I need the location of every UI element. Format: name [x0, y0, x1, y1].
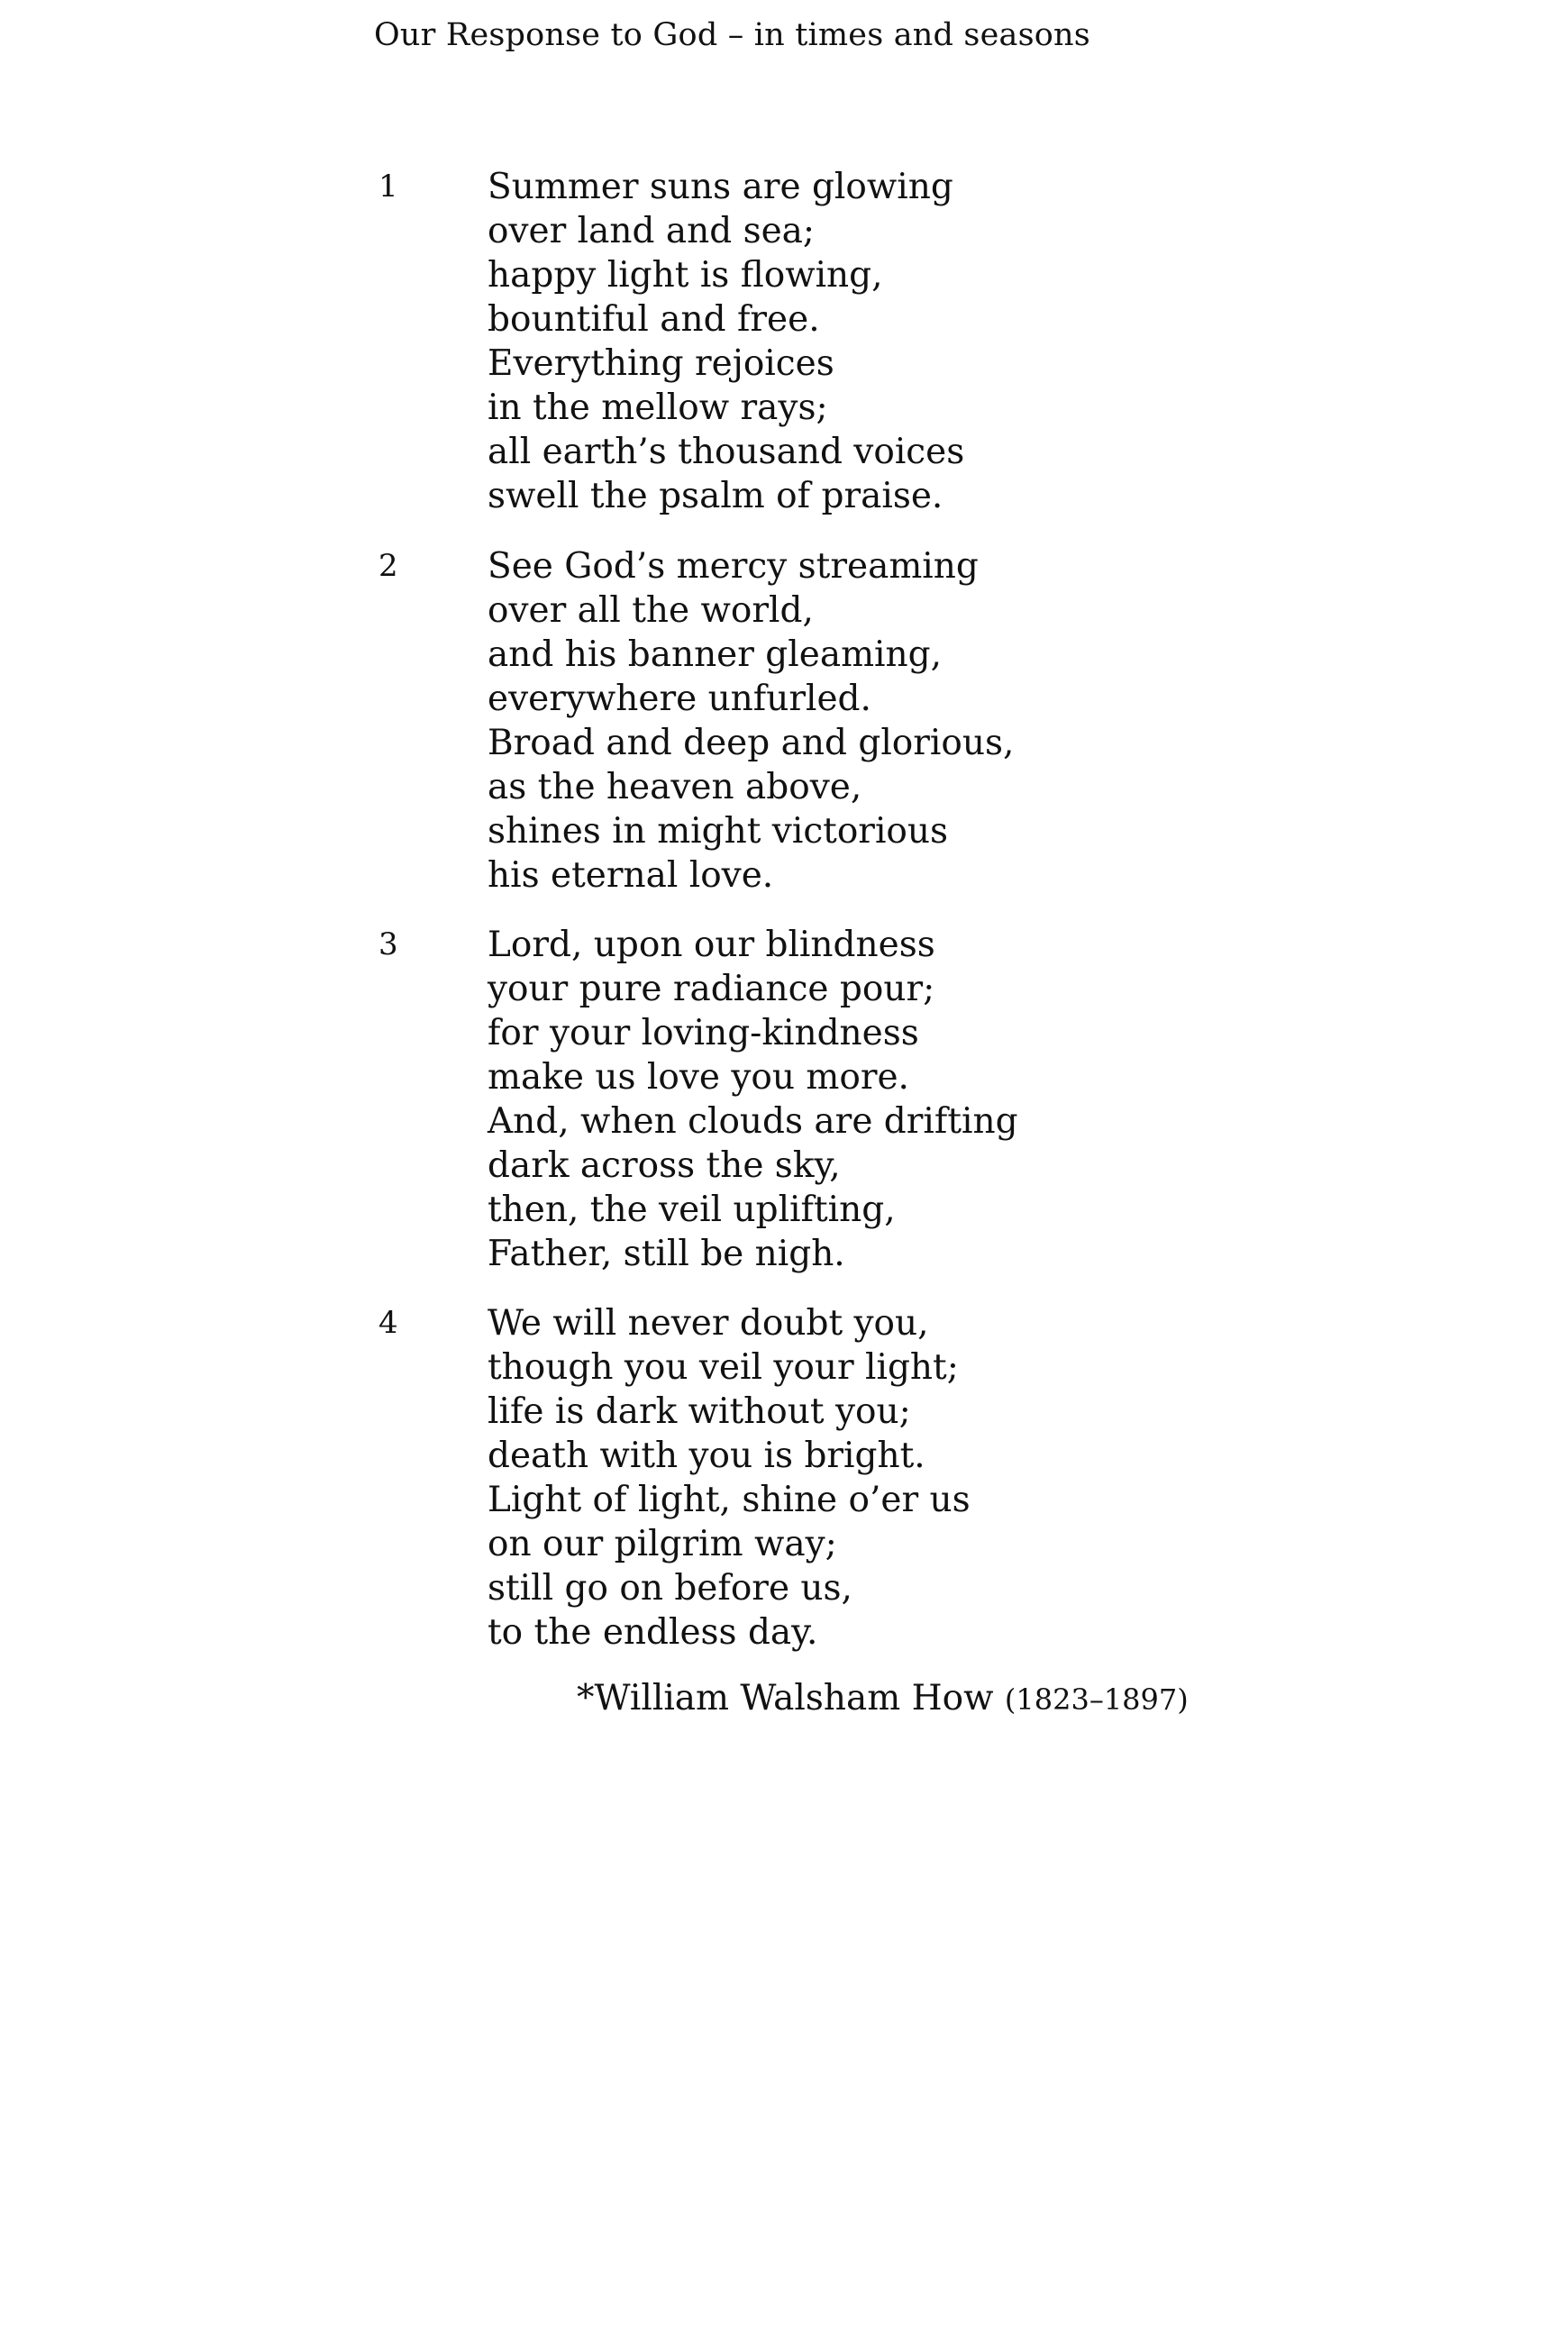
verse-number: 2 [378, 548, 398, 584]
verse-line: Everything rejoices [488, 343, 834, 384]
running-title: Our Response to God – in times and seasons [374, 17, 1090, 53]
verse-line: happy light is flowing, [488, 255, 883, 296]
author-name: *William Walsham How [577, 1678, 994, 1719]
verse-line: over land and sea; [488, 211, 816, 251]
verse-line: still go on before us, [488, 1568, 852, 1609]
verse-line: all earth’s thousand voices [488, 432, 965, 472]
verse-lines [488, 544, 1299, 898]
verse-line: then, the veil uplifting, [488, 1190, 896, 1230]
verse-number: 1 [378, 169, 398, 205]
verse-line: everywhere unfurled. [488, 679, 871, 719]
verse-lines [488, 923, 1299, 1276]
verse-line: Summer suns are glowing [488, 167, 953, 207]
verse-line: death with you is bright. [488, 1436, 925, 1476]
verse-line: And, when clouds are drifting [488, 1101, 1018, 1142]
verse-line: for your loving-kindness [488, 1013, 919, 1053]
verse-line: in the mellow rays; [488, 387, 828, 428]
verse-line: to the endless day. [488, 1612, 818, 1653]
verse-line: Lord, upon our blindness [488, 925, 935, 965]
verse-lines [488, 165, 1299, 518]
verse-line: though you veil your light; [488, 1347, 959, 1388]
verse-line: life is dark without you; [488, 1391, 911, 1432]
verse-line: dark across the sky, [488, 1145, 841, 1186]
verse-line: make us love you more. [488, 1057, 909, 1098]
verse-line: your pure radiance pour; [488, 969, 935, 1009]
verse-number: 3 [378, 926, 398, 962]
verse-line: See God’s mercy streaming [488, 546, 979, 587]
verse-line: Broad and deep and glorious, [488, 723, 1015, 763]
verse-number: 4 [378, 1305, 398, 1341]
verse-line: swell the psalm of praise. [488, 476, 944, 516]
verse-line: bountiful and free. [488, 299, 820, 340]
author-attribution [577, 1676, 1189, 1722]
verse-line: and his banner gleaming, [488, 634, 943, 675]
verse-line: over all the world, [488, 590, 814, 631]
verse-line: Light of light, shine o’er us [488, 1480, 971, 1520]
verse-line: on our pilgrim way; [488, 1524, 837, 1564]
verse-line: Father, still be nigh. [488, 1234, 845, 1274]
verse-line: We will never doubt you, [488, 1303, 929, 1344]
author-dates: (1823–1897) [1004, 1682, 1189, 1717]
verse-line: as the heaven above, [488, 767, 862, 807]
verse-line: his eternal love. [488, 855, 774, 896]
verse-lines [488, 1301, 1299, 1655]
verse-line: shines in might victorious [488, 811, 949, 852]
